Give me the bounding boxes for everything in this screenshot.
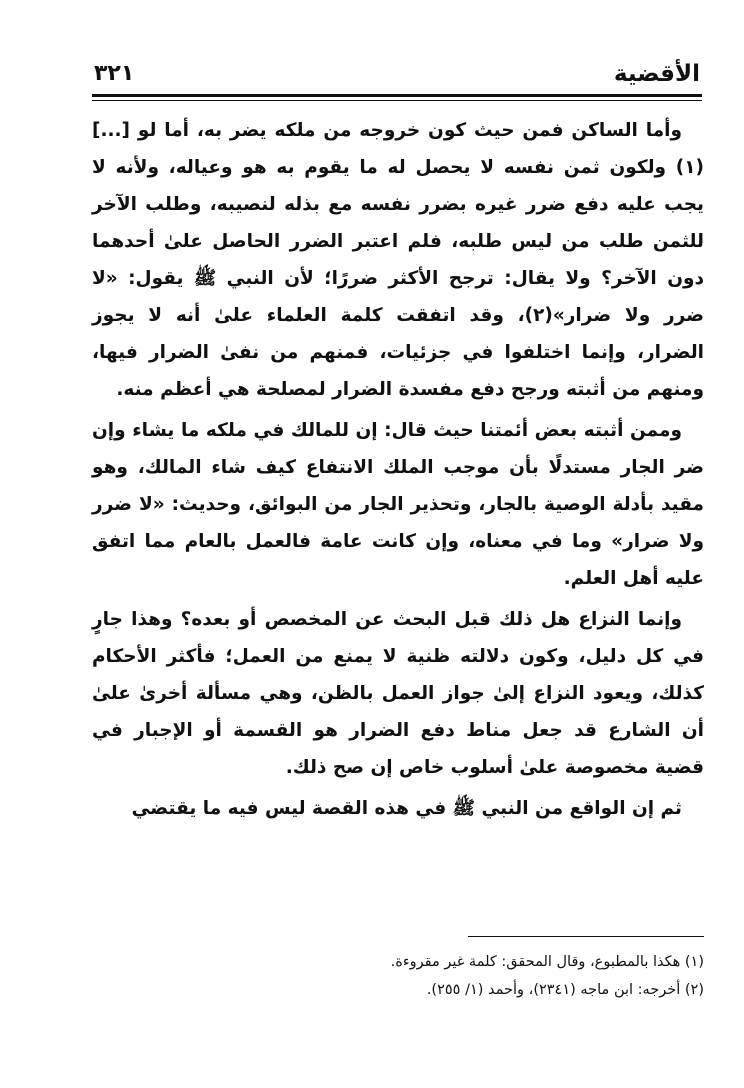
header-rule-thin [92,100,702,101]
paragraph: ثم إن الواقع من النبي ﷺ في هذه القصة ليس فيه ما يقتضي [131,798,682,819]
footnotes [92,948,704,1004]
page-number: ٣٢١ [94,61,135,86]
running-title: الأقضية [613,61,700,87]
page-header [94,58,700,90]
footnote: (٢) أخرجه: ابن ماجه (٢٣٤١)، وأحمد (١/ ٢٥٥). [426,982,704,998]
footnote-separator [468,936,704,937]
paragraph: وأما الساكن فمن حيث كون خروجه من ملكه يضر به، أما لو [...](١) ولكون ثمن نفسه لا يحصل له ما يقوم به هو وعياله، ولأنه لا يجب عليه دفع ضرر غيره بضرر نفسه مع بذله لنصيبه، وطلب الآخر للثمن طلب من ليس طلبه، فلم اعتبر الضرر الحاصل علىٰ أحدهما دون الآخر؟ ولا يقال: ترجح الأكثر ضررًا؛ لأن النبي ﷺ يقول: «لا ضرر ولا ضرار»(٢)، وقد اتفقت كلمة العلماء علىٰ أنه لا يجوز الضرار، وإنما اختلفوا في جزئيات، فمنهم من نفىٰ الضرار فيها، ومنهم من أثبته ورجح دفع مفسدة الضرار لمصلحة هي أعظم منه. [92,120,704,400]
header-rule-thick [92,94,702,97]
main-text [92,112,704,831]
footnote: (١) هكذا بالمطبوع، وقال المحقق: كلمة غير مقروءة. [390,954,704,970]
paragraph: وإنما النزاع هل ذلك قبل البحث عن المخصص أو بعده؟ وهذا جارٍ في كل دليل، وكون دلالته ظنية لا يمنع من العمل؛ فأكثر الأحكام كذلك، ويعود النزاع إلىٰ جواز العمل بالظن، وهي مسألة أخرىٰ علىٰ أن الشارع قد جعل مناط دفع الضرار هو القسمة أو الإجبار في قضية مخصوصة علىٰ أسلوب خاص إن صح ذلك. [92,609,704,778]
paragraph: وممن أثبته بعض أئمتنا حيث قال: إن للمالك في ملكه ما يشاء وإن ضر الجار مستدلًا بأن موجب الملك الانتفاع كيف شاء المالك، وهو مقيد بأدلة الوصية بالجار، وتحذير الجار من البوائق، وحديث: «لا ضرر ولا ضرار» وما في معناه، وإن كانت عامة فالعمل بالعام مما اتفق عليه أهل العلم. [92,420,704,589]
